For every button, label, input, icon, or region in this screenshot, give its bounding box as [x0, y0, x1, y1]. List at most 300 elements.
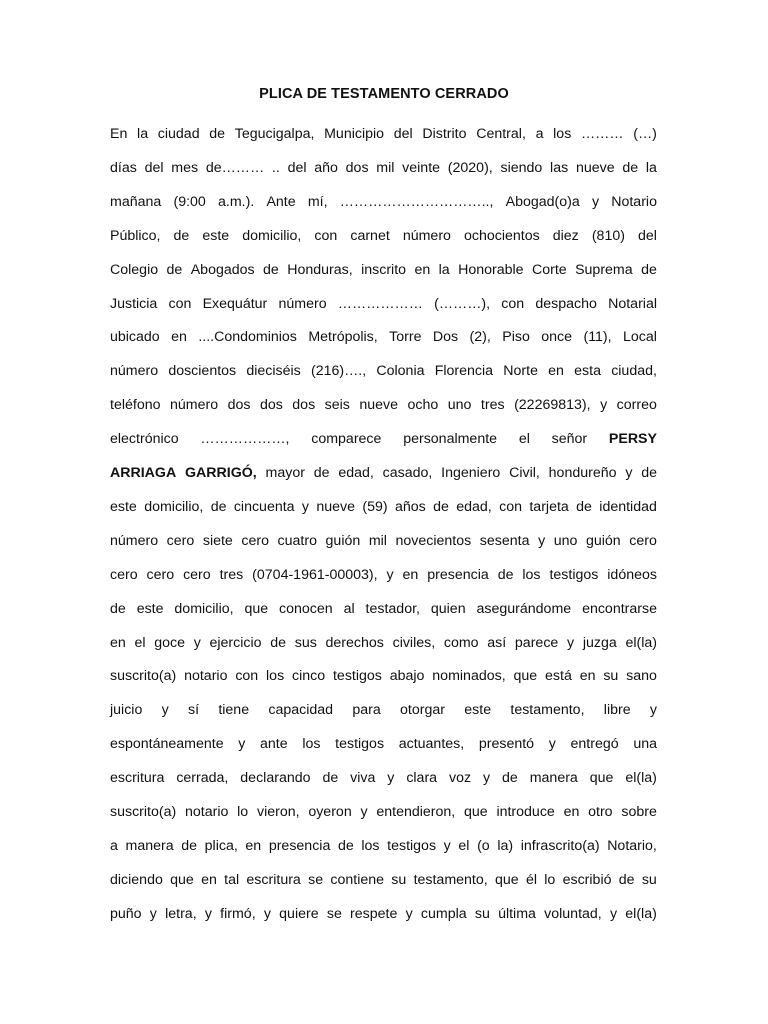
body-word: cero — [629, 532, 657, 549]
body-word: los — [361, 837, 380, 854]
body-word: que — [589, 770, 614, 787]
body-word: en — [563, 804, 580, 820]
body-word: despacho — [535, 295, 597, 312]
body-word: el — [134, 634, 146, 651]
body-word: presentó — [478, 736, 535, 753]
body-word: presencia — [268, 837, 331, 854]
body-word: declarando — [240, 770, 311, 787]
body-line — [110, 362, 657, 380]
body-word: mil — [376, 159, 395, 176]
body-word: que — [170, 871, 194, 888]
body-word: testamento, — [510, 702, 585, 719]
body-word: de — [270, 634, 287, 651]
body-word: su — [603, 668, 619, 685]
body-word: diez — [552, 227, 579, 244]
body-word: (810) — [591, 227, 625, 244]
body-word: de — [166, 261, 183, 278]
body-word: ………………, — [200, 431, 290, 448]
body-line — [110, 769, 657, 787]
body-word: parece — [514, 634, 559, 651]
body-word: en — [201, 871, 217, 888]
body-line — [110, 803, 657, 821]
body-word: voz — [449, 770, 472, 787]
body-word: guión — [585, 532, 621, 549]
body-word: entendieron, — [376, 804, 456, 820]
body-word: (11), — [583, 329, 612, 346]
body-word: Notario, — [607, 837, 657, 854]
body-line — [110, 600, 657, 618]
body-word: lo — [237, 804, 249, 820]
body-word: Tegucigalpa, — [234, 126, 315, 142]
body-word: (22269813), — [514, 397, 591, 414]
body-word: mil — [368, 532, 387, 549]
body-word: abajo — [389, 668, 425, 685]
body-word: tiene — [218, 702, 250, 719]
body-word: teléfono — [110, 397, 161, 414]
body-word: (2020), — [447, 159, 493, 176]
body-word: de — [263, 261, 279, 278]
body-word: Distrito — [422, 126, 467, 142]
body-word: (0704-1961-00003), — [252, 566, 378, 583]
body-line — [110, 295, 657, 313]
body-word: siete — [202, 532, 233, 549]
body-word: y — [149, 905, 157, 922]
body-word: cuatro — [277, 532, 317, 549]
body-word: su — [641, 871, 657, 888]
body-word: clara — [406, 770, 438, 787]
body-word: siendo — [500, 159, 543, 176]
body-word: presencia — [427, 566, 489, 583]
body-word: de — [210, 498, 227, 515]
body-word: manera — [529, 770, 578, 787]
body-word: (2), — [469, 329, 491, 346]
body-word: en — [245, 837, 262, 854]
body-word: de — [181, 837, 198, 854]
body-word: el(la) — [625, 770, 657, 787]
body-word: uno — [553, 532, 578, 549]
body-word: se — [308, 871, 324, 888]
body-word: GARRIGÓ, — [185, 465, 257, 481]
body-word: nominados, — [432, 668, 506, 685]
body-line — [110, 328, 657, 346]
body-word: y — [387, 770, 395, 787]
body-line — [110, 227, 657, 245]
body-word: sano — [626, 668, 657, 685]
body-word: de……… — [205, 159, 265, 176]
body-word: testigos — [332, 668, 382, 685]
body-word: sesenta — [479, 532, 530, 549]
body-word: y — [483, 770, 491, 787]
body-word: número — [110, 532, 159, 549]
body-word: con — [501, 295, 525, 312]
body-word: dos — [345, 159, 369, 176]
body-word: Colegio — [110, 261, 159, 278]
body-word: el(la) — [625, 634, 657, 651]
body-word: de — [497, 566, 514, 583]
body-word: y — [301, 498, 310, 515]
body-word: doscientos — [168, 363, 237, 380]
body-word: testigos — [549, 566, 599, 583]
body-word: entregó — [570, 736, 619, 753]
body-word: los — [302, 736, 321, 753]
body-word: ....Condominios — [198, 329, 297, 346]
body-word: los — [553, 126, 572, 142]
body-word: En — [110, 126, 128, 142]
body-word: y — [538, 532, 546, 549]
body-word: domicilio, — [144, 498, 204, 515]
body-word: como — [443, 634, 479, 651]
body-word: goce — [154, 634, 185, 651]
body-word: de — [502, 770, 518, 787]
body-line — [110, 464, 657, 482]
body-word: él — [525, 871, 537, 888]
body-word: contiene — [330, 871, 385, 888]
body-word: .. — [271, 159, 280, 176]
body-word: del — [393, 126, 413, 142]
body-word: el — [458, 837, 470, 854]
body-word: voluntad, — [544, 905, 602, 922]
body-word: de — [433, 498, 449, 515]
body-word: del — [638, 227, 657, 244]
body-word: cinco — [292, 668, 326, 685]
body-word: del — [144, 159, 164, 176]
body-word: de — [622, 159, 639, 176]
body-word: idóneos — [607, 566, 657, 583]
body-word: que — [464, 804, 488, 820]
body-line — [110, 905, 657, 923]
body-word: Justicia — [110, 295, 158, 312]
body-word: infrascrito(a) — [520, 837, 600, 854]
body-word: testador, — [365, 600, 420, 617]
body-word: comparece — [311, 431, 382, 448]
body-word: quien — [430, 600, 466, 617]
body-word: firmó, — [220, 905, 256, 922]
body-word: Honduras, — [287, 261, 353, 278]
body-word: personalmente — [403, 431, 498, 448]
body-word: cero — [146, 566, 175, 583]
body-word: Abogados — [190, 261, 255, 278]
body-word: está — [545, 668, 572, 685]
body-word: correo — [616, 397, 657, 414]
body-word: y — [263, 905, 271, 922]
body-word: escritura — [110, 770, 165, 787]
body-word: Civil, — [509, 465, 540, 481]
body-word: dos — [259, 397, 283, 414]
body-word: su — [391, 871, 407, 888]
body-word: tres — [480, 397, 505, 414]
body-word: mí, — [307, 193, 328, 210]
body-word: de — [337, 837, 354, 854]
body-word: los — [266, 668, 285, 685]
body-word: ciudad — [157, 126, 200, 142]
body-word: inscrito — [361, 261, 407, 278]
body-word: el — [518, 431, 530, 448]
body-word: cerrada, — [176, 770, 229, 787]
body-word: la — [645, 159, 657, 176]
body-word: en — [402, 566, 419, 583]
body-word: de — [576, 498, 592, 515]
body-word: civiles, — [392, 634, 436, 651]
body-word: del — [287, 159, 307, 176]
body-word: oyeron — [308, 804, 352, 820]
body-word: de — [173, 227, 190, 244]
body-word: y — [443, 837, 451, 854]
body-word: (9:00 — [173, 193, 206, 210]
body-word: actuantes, — [398, 736, 465, 753]
body-word: testigos — [335, 736, 385, 753]
body-word: en — [171, 329, 187, 346]
body-word: novecientos — [395, 532, 472, 549]
body-word: número — [278, 295, 327, 312]
body-word: ochocientos — [463, 227, 540, 244]
body-word: de — [641, 465, 657, 481]
body-word: (216)…., — [310, 363, 367, 380]
body-word: a — [110, 837, 118, 854]
body-word: puño — [110, 905, 142, 922]
body-word: y — [625, 465, 633, 481]
body-word: de — [313, 465, 330, 481]
body-word: de — [641, 261, 657, 278]
body-word: identidad — [599, 498, 657, 515]
body-word: y — [649, 702, 657, 719]
body-word: para — [352, 702, 381, 719]
body-word: Florencia — [434, 363, 494, 380]
body-word: suscrito(a) — [110, 804, 177, 820]
body-word: que — [494, 871, 519, 888]
body-word: con — [314, 227, 338, 244]
body-word: cumpla — [420, 905, 467, 922]
body-word: y — [405, 905, 413, 922]
body-word: Exequátur — [202, 295, 268, 312]
body-word: testigos — [387, 837, 437, 854]
body-word: la) — [497, 837, 514, 854]
body-word: y — [600, 397, 608, 414]
body-word: y — [161, 702, 169, 719]
body-line — [110, 125, 657, 143]
body-word: quiere — [279, 905, 319, 922]
body-word: en — [414, 261, 431, 278]
body-word: juicio — [110, 702, 143, 719]
body-word: guión — [325, 532, 361, 549]
body-word: Colonia — [376, 363, 425, 380]
body-word: cero — [110, 566, 138, 583]
body-word: sobre — [621, 804, 657, 820]
body-word: Norte — [503, 363, 538, 380]
body-line — [110, 837, 657, 855]
body-word: que — [513, 668, 538, 685]
body-word: y — [548, 736, 556, 753]
body-word: dos — [227, 397, 251, 414]
body-word: Honorable — [458, 261, 524, 278]
body-word: al — [343, 600, 355, 617]
body-word: a.m.). — [218, 193, 255, 210]
body-word: y — [204, 905, 212, 922]
body-word: ciudad, — [611, 363, 657, 380]
body-word: manera — [125, 837, 174, 854]
body-word: cincuenta — [233, 498, 295, 515]
body-word: ocho — [407, 397, 439, 414]
body-word: respete — [350, 905, 398, 922]
body-word: sí — [188, 702, 200, 719]
body-word: Público, — [110, 227, 161, 244]
body-word: ……………… — [337, 295, 423, 312]
body-word: la — [438, 261, 450, 278]
body-word: el(la) — [625, 905, 657, 922]
body-word: Municipio — [324, 126, 385, 142]
body-word: en — [110, 634, 126, 651]
body-word: notario — [185, 804, 229, 820]
body-word: se — [326, 905, 342, 922]
body-word: viva — [350, 770, 376, 787]
body-word: con — [168, 295, 192, 312]
body-word: letra, — [165, 905, 197, 922]
body-word: domicilio, — [174, 600, 234, 617]
body-line — [110, 735, 657, 753]
body-word: (o — [477, 837, 490, 854]
body-word: otorgar — [400, 702, 445, 719]
body-word: con — [235, 668, 259, 685]
body-word: Central, — [476, 126, 526, 142]
body-line — [110, 430, 657, 448]
body-word: tal — [224, 871, 240, 888]
body-word: conocen — [279, 600, 333, 617]
body-word: diciendo — [110, 871, 163, 888]
body-word: mes — [171, 159, 199, 176]
body-word: y — [386, 566, 394, 583]
body-word: nueve — [575, 159, 615, 176]
body-word: años — [394, 498, 426, 515]
body-word: Torre — [389, 329, 422, 346]
body-word: notario — [184, 668, 228, 685]
body-word: Ingeniero — [441, 465, 501, 481]
body-word: capacidad — [268, 702, 334, 719]
body-word: este — [202, 227, 230, 244]
body-line — [110, 667, 657, 685]
body-line — [110, 701, 657, 719]
body-word: de — [209, 126, 226, 142]
body-word: su — [474, 905, 490, 922]
body-word: electrónico — [110, 431, 179, 448]
body-word: que — [244, 600, 269, 617]
body-word: once — [541, 329, 573, 346]
body-word: derechos — [325, 634, 384, 651]
body-word: otro — [588, 804, 613, 820]
body-word: (…) — [633, 126, 657, 142]
body-line — [110, 532, 657, 550]
body-word: sus — [294, 634, 317, 651]
body-word: a — [535, 126, 544, 142]
body-word: año — [314, 159, 338, 176]
body-word: ante — [260, 736, 288, 753]
body-word: juzga — [582, 634, 617, 651]
body-word: y — [567, 634, 575, 651]
body-word: y — [238, 736, 246, 753]
body-word: Corte — [531, 261, 567, 278]
body-word: escritura — [246, 871, 301, 888]
body-word: cero — [241, 532, 269, 549]
body-word: cero — [183, 566, 211, 583]
body-word: tarjeta — [529, 498, 569, 515]
body-word: PERSY — [608, 431, 657, 448]
body-word: uno — [447, 397, 472, 414]
body-word: así — [487, 634, 507, 651]
body-word: y — [591, 193, 600, 210]
body-word: la — [137, 126, 149, 142]
body-word: número — [110, 363, 159, 380]
body-word: Suprema — [575, 261, 633, 278]
body-word: de — [618, 871, 635, 888]
body-word: ………………………….., — [339, 193, 494, 210]
body-word: las — [550, 159, 569, 176]
body-word: Notarial — [608, 295, 657, 312]
body-word: y — [609, 905, 618, 922]
body-word: Metrópolis, — [308, 329, 378, 346]
body-word: este — [464, 702, 492, 719]
body-word: ejercicio — [209, 634, 262, 651]
body-line — [110, 193, 657, 211]
body-word: carnet — [350, 227, 390, 244]
body-word: señor — [551, 431, 588, 448]
body-word: días — [110, 159, 137, 176]
body-word: (59) — [362, 498, 388, 515]
body-word: Abogad(o)a — [505, 193, 580, 210]
body-line — [110, 634, 657, 652]
body-word: Notario — [611, 193, 657, 210]
body-word: encontrarse — [582, 600, 657, 617]
body-word: edad, — [456, 498, 492, 515]
body-word: casado, — [382, 465, 433, 481]
body-word: número — [402, 227, 451, 244]
body-line — [110, 871, 657, 889]
body-word: dos — [292, 397, 316, 414]
body-word: ubicado — [110, 329, 160, 346]
body-word: hondureño — [548, 465, 617, 481]
body-word: seis — [324, 397, 350, 414]
body-word: (………), — [434, 295, 491, 312]
body-word: este — [136, 600, 164, 617]
body-word: Ante — [266, 193, 296, 210]
body-word: los — [522, 566, 541, 583]
body-word: en — [579, 668, 596, 685]
body-word: y — [193, 634, 201, 651]
body-line — [110, 396, 657, 414]
body-word: dieciséis — [246, 363, 301, 380]
body-word: Dos — [432, 329, 459, 346]
body-word: una — [633, 736, 657, 753]
body-word: Piso — [502, 329, 530, 346]
body-word: este — [110, 498, 137, 515]
body-word: ARRIAGA — [110, 465, 177, 481]
body-word: plica, — [204, 837, 238, 854]
body-word: última — [498, 905, 536, 922]
body-word: veinte — [402, 159, 441, 176]
body-word: suscrito(a) — [110, 668, 177, 685]
body-word: nueve — [359, 397, 399, 414]
body-word: asegurándome — [476, 600, 572, 617]
body-word: mayor — [265, 465, 305, 481]
body-word: cero — [166, 532, 195, 549]
body-line — [110, 159, 657, 177]
body-word: introduce — [496, 804, 555, 820]
document-title: PLICA DE TESTAMENTO CERRADO — [259, 86, 509, 102]
body-word: edad, — [338, 465, 374, 481]
body-word: en — [548, 363, 564, 380]
body-word: con — [499, 498, 522, 515]
body-line — [110, 498, 657, 516]
body-line — [110, 566, 657, 584]
body-word: Local — [623, 329, 657, 346]
body-word: número — [169, 397, 219, 414]
